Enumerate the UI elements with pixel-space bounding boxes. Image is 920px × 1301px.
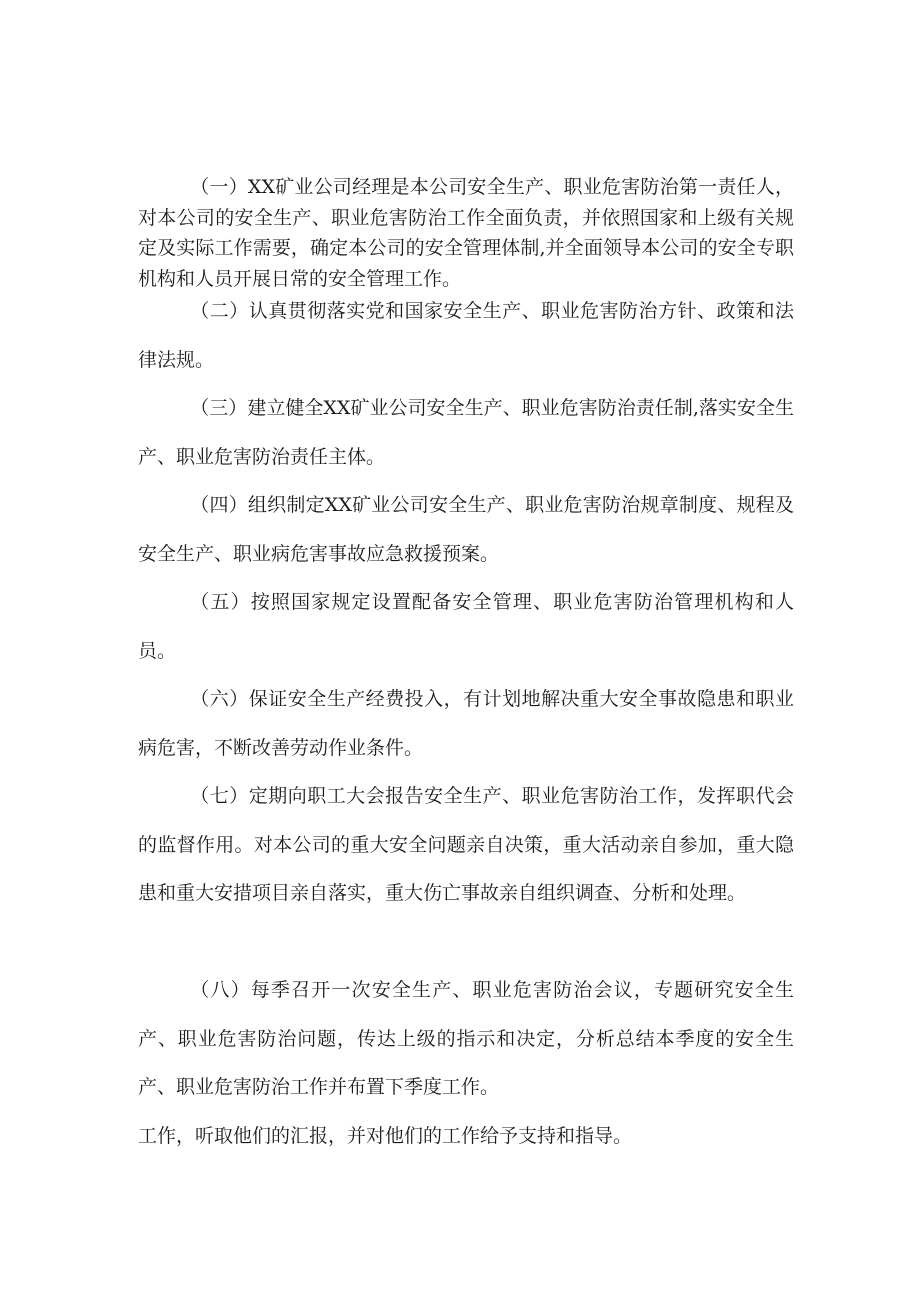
paragraph-6: （六）保证安全生产经费投入，有计划地解决重大安全事故隐患和职业病危害，不断改善劳动作业条件。 xyxy=(138,688,794,759)
paragraph-2: （二）认真贯彻落实党和国家安全生产、职业危害防治方针、政策和法律法规。 xyxy=(138,300,794,371)
paragraph-1: （一）XX矿业公司经理是本公司安全生产、职业危害防治第一责任人，对本公司的安全生产、职业危害防治工作全面负责，并依照国家和上级有关规定及实际工作需要，确定本公司的安全管理体制,并全面领导本公司的安全专职机构和人员开展日常的安全管理工作。 xyxy=(138,176,794,290)
paragraph-8: （八）每季召开一次安全生产、职业危害防治会议，专题研究安全生产、职业危害防治问题，传达上级的指示和决定，分析总结本季度的安全生产、职业危害防治工作并布置下季度工作。 xyxy=(138,979,794,1098)
paragraph-3: （三）建立健全XX矿业公司安全生产、职业危害防治责任制,落实安全生产、职业危害防治责任主体。 xyxy=(138,397,794,468)
paragraph-5: （五）按照国家规定设置配备安全管理、职业危害防治管理机构和人员。 xyxy=(138,591,794,662)
paragraph-4: （四）组织制定XX矿业公司安全生产、职业危害防治规章制度、规程及安全生产、职业病危害事故应急救援预案。 xyxy=(138,494,794,565)
paragraph-9: 工作，听取他们的汇报，并对他们的工作给予支持和指导。 xyxy=(138,1125,633,1147)
paragraph-7: （七）定期向职工大会报告安全生产、职业危害防治工作，发挥职代会的监督作用。对本公司的重大安全问题亲自决策，重大活动亲自参加，重大隐患和重大安措项目亲自落实，重大伤亡事故亲自组织调查、分析和处理。 xyxy=(138,785,794,904)
